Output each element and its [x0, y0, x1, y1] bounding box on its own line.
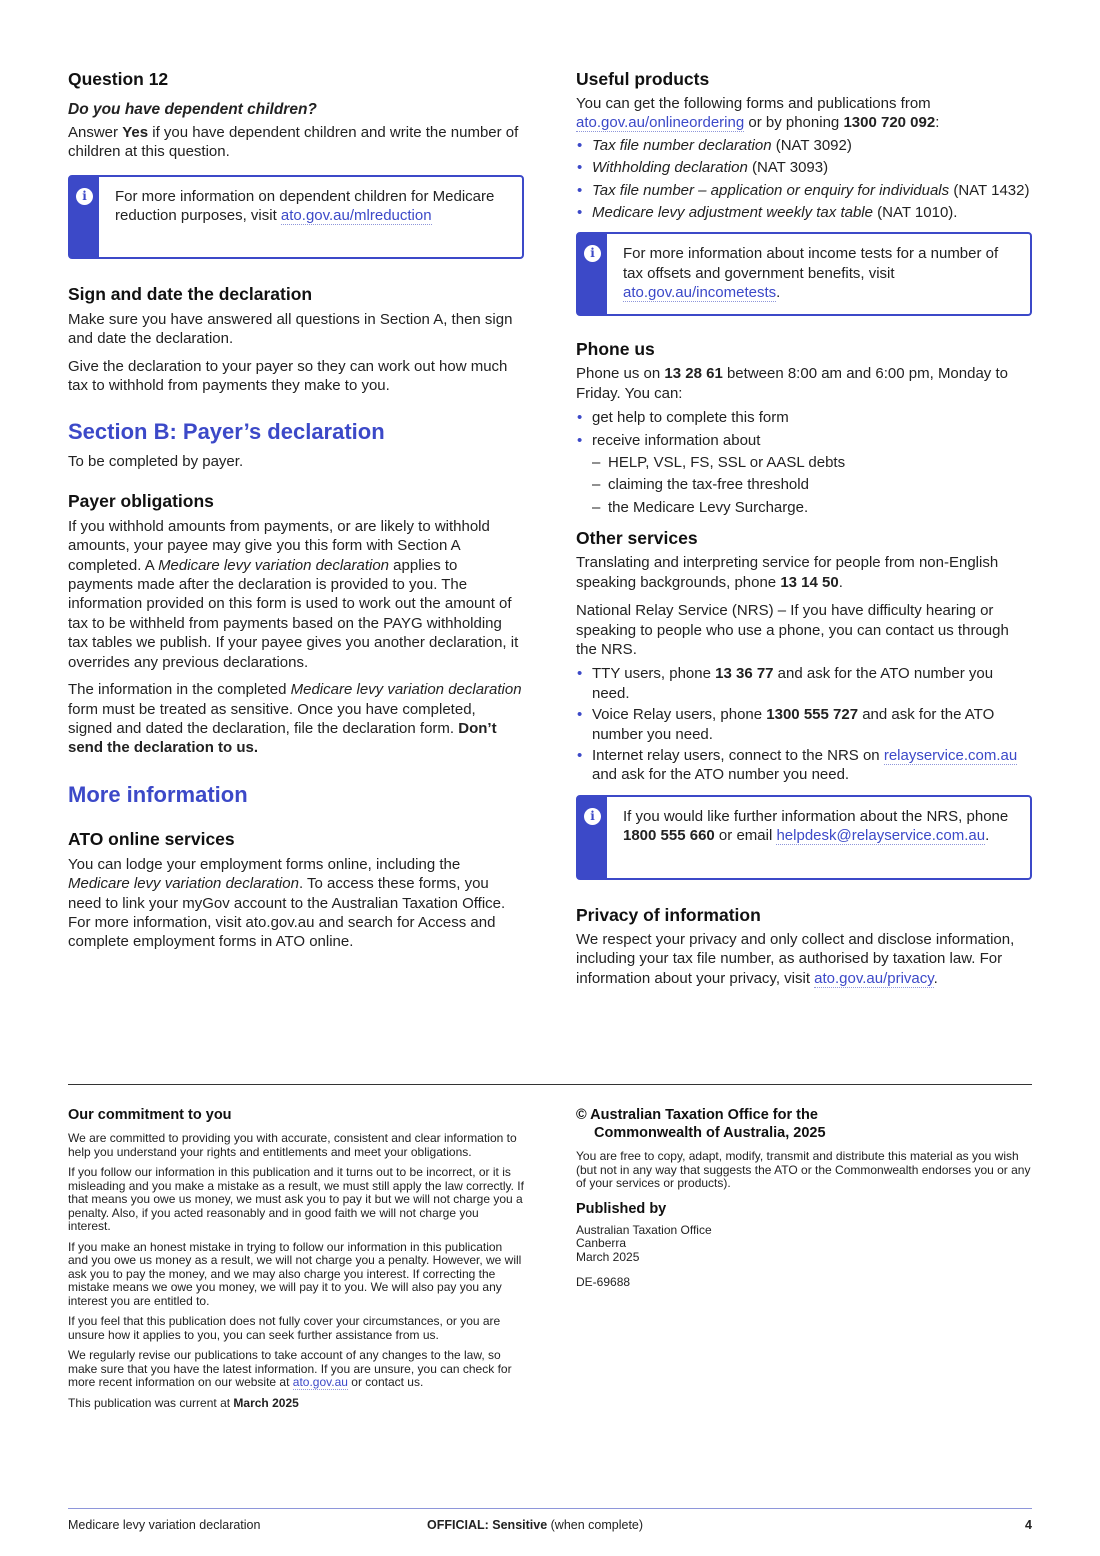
ato-online-services-paragraph: You can lodge your employment forms online, including the Medicare levy variation declaration. To access these forms, you need to link your myGov account to the Australian Taxation Office. For more information, visit ato.gov.au and search for Access and complete employment forms in ATO online.: [68, 855, 506, 951]
info-icon: i: [76, 188, 93, 205]
list-item: • receive information about: [576, 431, 1032, 450]
sign-paragraph-1: Make sure you have answered all questions in Section A, then sign and date the declaration.: [68, 310, 513, 348]
section-b-heading: Section B: Payer’s declaration: [68, 419, 385, 445]
page-number: 4: [1025, 1518, 1032, 1532]
online-ordering-link[interactable]: ato.gov.au/onlineordering: [576, 114, 745, 132]
info-box-text: For more information on dependent children for Medicare reduction purposes, visit ato.gov.au/mlreduction: [115, 187, 495, 225]
commitment-heading: Our commitment to you: [68, 1107, 232, 1123]
list-item: – claiming the tax-free threshold: [576, 475, 1032, 494]
privacy-heading: Privacy of information: [576, 904, 761, 925]
useful-products-intro: You can get the following forms and publications from ato.gov.au/onlineordering or by phoning 1300 720 092:: [576, 95, 940, 132]
payer-obligations-paragraph-1: If you withhold amounts from payments, or are likely to withhold amounts, your payee may give you this form with Section A completed. A Medicare levy variation declaration applies to payments made after the declaration is provided to you. The information provided on this form is used to work out the amount of tax to be withheld from payments based on the PAYG withholding tax tables we publish. If your payee gives you another declaration, it overrides any previous declarations.: [68, 517, 519, 671]
list-item: • get help to complete this form: [576, 408, 1032, 427]
list-item: • TTY users, phone 13 36 77 and ask for the ATO number you need.: [576, 664, 1032, 703]
list-item: – HELP, VSL, FS, SSL or AASL debts: [576, 453, 1032, 472]
list-item: • Withholding declaration (NAT 3093): [576, 158, 1032, 177]
relayservice-link[interactable]: relayservice.com.au: [883, 746, 1018, 764]
phone-us-sublist: [576, 453, 1032, 517]
sign-declaration-heading: Sign and date the declaration: [68, 283, 313, 304]
privacy-link[interactable]: ato.gov.au/privacy: [814, 969, 934, 987]
copyright-heading: © Australian Taxation Office for the Commonwealth of Australia, 2025: [576, 1107, 826, 1141]
document-code: DE-69688: [576, 1275, 631, 1289]
info-icon: i: [584, 808, 601, 825]
other-services-paragraph-2: National Relay Service (NRS) – If you have difficulty hearing or speaking to people who use a phone, you can contact us through the NRS.: [576, 602, 1009, 658]
question-12-subheading: Do you have dependent children?: [68, 101, 317, 118]
useful-products-heading: Useful products: [576, 69, 710, 89]
info-box-nrs: [576, 795, 1032, 880]
info-icon: i: [584, 245, 601, 262]
list-item: • Voice Relay users, phone 1300 555 727 and ask for the ATO number you need.: [576, 705, 1032, 744]
footer-form-title: Medicare levy variation declaration: [68, 1518, 261, 1532]
privacy-paragraph: We respect your privacy and only collect and disclose information, including your tax file number, as authorised by taxation law. For information about your privacy, visit ato.gov.au/privacy.: [576, 930, 1015, 987]
sign-paragraph-2: Give the declaration to your payer so they can work out how much tax to withhold from payments they make to you.: [68, 357, 508, 395]
other-services-paragraph-1: Translating and interpreting service for people from non-English speaking backgrounds, phone 13 14 50.: [576, 554, 999, 591]
phone-us-paragraph: Phone us on 13 28 61 between 8:00 am and 6:00 pm, Monday to Friday. You can:: [576, 365, 1008, 402]
list-item: • Medicare levy adjustment weekly tax table (NAT 1010).: [576, 203, 1032, 222]
list-item: • Tax file number – application or enquiry for individuals (NAT 1432): [576, 181, 1032, 200]
commitment-paragraph-2: If you follow our information in this publication and it turns out to be incorrect, or it is misleading and you make a mistake as a result, we must still apply the law correctly. If that means you owe us money, we must ask you to pay it but we will not charge you a penalty. Also, if you acted reasonably and in good faith we will not charge you interest.: [68, 1165, 524, 1233]
payer-obligations-paragraph-2: The information in the completed Medicare levy variation declaration form must be treated as sensitive. Once you have completed, signed and dated the declaration, file the declaration form. Don’t send the declaration to us.: [68, 681, 522, 757]
payer-obligations-heading: Payer obligations: [68, 490, 214, 511]
question-12-body: Answer Yes if you have dependent children and write the number of children at this question.: [68, 124, 519, 161]
divider: [68, 1508, 1032, 1509]
other-services-heading: Other services: [576, 528, 698, 549]
list-item: – the Medicare Levy Surcharge.: [576, 498, 1032, 517]
question-12-heading: Question 12: [68, 69, 169, 89]
list-item: • Internet relay users, connect to the NRS on relayservice.com.au and ask for the ATO number you need.: [576, 746, 1032, 785]
info-box-income-tests: [576, 232, 1032, 316]
divider: [68, 1084, 1032, 1085]
commitment-paragraph-1: We are committed to providing you with accurate, consistent and clear information to help you understand your rights and entitlements and meet your obligations.: [68, 1131, 517, 1159]
phone-us-heading: Phone us: [576, 339, 655, 360]
more-information-heading: More information: [68, 781, 248, 807]
list-item: • Tax file number declaration (NAT 3092): [576, 136, 1032, 155]
ato-online-services-heading: ATO online services: [68, 828, 235, 849]
footer-classification: OFFICIAL: Sensitive (when complete): [427, 1518, 644, 1532]
published-by-heading: Published by: [576, 1200, 667, 1217]
info-box-dependent-children: [68, 175, 524, 259]
commitment-section: [68, 1106, 524, 1410]
incometests-link[interactable]: ato.gov.au/incometests: [623, 284, 777, 302]
section-b-intro: To be completed by payer.: [68, 453, 244, 471]
products-list: [576, 136, 1032, 223]
left-column: [68, 68, 524, 952]
info-box-text: If you would like further information about the NRS, phone 1800 555 660 or email helpdesk@relayservice.com.au.: [623, 807, 1009, 845]
right-column: [576, 68, 1032, 988]
commitment-paragraph-5: We regularly revise our publications to take account of any changes to the law, so make sure that you have the latest information. If you are unsure, you can check for more recent information on our website at ato.gov.au or contact us.: [68, 1348, 512, 1389]
helpdesk-email-link[interactable]: helpdesk@relayservice.com.au: [776, 827, 986, 845]
commitment-paragraph-3: If you make an honest mistake in trying to follow our information in this publication and you owe us money as a result, we will not charge you a penalty. However, we will ask you to pay the money, and we may also charge you interest. If correcting the mistake means we owe you money, we will pay it to you. We will also pay you any interest you are entitled to.: [68, 1239, 522, 1308]
commitment-paragraph-4: If you feel that this publication does not fully cover your circumstances, or you are unsure how it applies to you, you can seek further assistance from us.: [68, 1314, 501, 1342]
publisher-details: Australian Taxation Office Canberra March 2025: [576, 1222, 712, 1264]
copyright-section: [576, 1106, 1032, 1290]
copyright-paragraph: You are free to copy, adapt, modify, transmit and distribute this material as you wish (but not in any way that suggests the ATO or the Commonwealth endorses you or any of your services or products).: [576, 1149, 1031, 1190]
phone-us-list: [576, 408, 1032, 450]
mlreduction-link[interactable]: ato.gov.au/mlreduction: [280, 207, 432, 225]
ato-website-link[interactable]: ato.gov.au: [292, 1375, 348, 1389]
nrs-list: [576, 664, 1032, 784]
commitment-paragraph-6: This publication was current at March 2025: [68, 1395, 299, 1410]
info-box-text: For more information about income tests for a number of tax offsets and government benefits, visit ato.gov.au/incometests.: [623, 245, 999, 302]
